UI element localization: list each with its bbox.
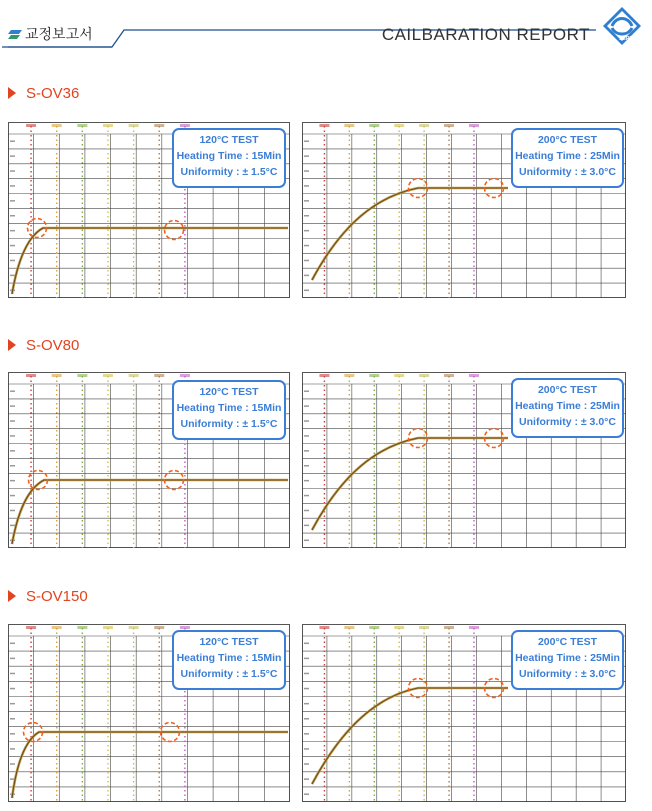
row-tick <box>10 748 15 750</box>
row-tick <box>10 658 15 660</box>
channel-header-mark <box>129 124 139 127</box>
channel-header-mark <box>419 374 429 377</box>
channel-header-mark <box>52 626 62 629</box>
channel-header-mark <box>180 124 190 127</box>
doc-title <box>8 24 93 44</box>
test-name: 120°C TEST <box>199 386 259 398</box>
row-tick <box>304 465 309 467</box>
row-tick <box>10 405 15 407</box>
row-tick <box>10 390 15 392</box>
channel-header-mark <box>129 626 139 629</box>
channel-header-mark <box>129 374 139 377</box>
test-name: 120°C TEST <box>199 134 259 146</box>
heating-time: Heating Time : 15Min <box>176 402 282 414</box>
row-tick <box>304 658 309 660</box>
row-tick <box>10 465 15 467</box>
channel-header-mark <box>444 626 454 629</box>
heating-time: Heating Time : 25Min <box>515 400 620 412</box>
row-tick <box>10 155 15 157</box>
channel-header-mark <box>154 626 164 629</box>
channel-header-mark <box>180 374 190 377</box>
channel-header-mark <box>469 626 479 629</box>
test-condition-callout <box>511 630 624 690</box>
test-name: 200°C TEST <box>537 636 598 648</box>
section-title-s-ov80: S-OV80 <box>8 337 79 354</box>
row-tick <box>10 510 15 512</box>
channel-header-mark <box>319 626 329 629</box>
brand-stripe-icon <box>8 30 22 39</box>
arrow-right-icon <box>8 339 16 351</box>
test-condition-callout <box>172 128 286 188</box>
row-tick <box>304 733 309 735</box>
row-tick <box>304 275 309 277</box>
section-title-s-ov150: S-OV150 <box>8 588 88 605</box>
channel-header-mark <box>394 626 404 629</box>
test-name: 120°C TEST <box>199 636 259 648</box>
row-tick <box>304 155 309 157</box>
channel-header-mark <box>103 626 113 629</box>
row-tick <box>10 200 15 202</box>
row-tick <box>304 643 309 645</box>
channel-header-mark <box>344 374 354 377</box>
channel-header-mark <box>394 124 404 127</box>
row-tick <box>304 703 309 705</box>
uniformity: Uniformity : ± 1.5°C <box>180 166 278 178</box>
row-tick <box>10 260 15 262</box>
row-tick <box>10 140 15 142</box>
test-condition-callout <box>511 128 624 188</box>
channel-header-mark <box>52 374 62 377</box>
channel-header-mark <box>26 374 36 377</box>
row-tick <box>304 763 309 765</box>
arrow-right-icon <box>8 87 16 99</box>
test-name: 200°C TEST <box>537 384 598 396</box>
arrow-right-icon <box>8 590 16 602</box>
row-tick <box>10 495 15 497</box>
uniformity: Uniformity : ± 3.0°C <box>519 668 616 680</box>
row-tick <box>304 140 309 142</box>
section-title-s-ov36: S-OV36 <box>8 85 79 102</box>
row-tick <box>304 718 309 720</box>
heating-time: Heating Time : 15Min <box>176 652 282 664</box>
row-tick <box>304 688 309 690</box>
row-tick <box>304 510 309 512</box>
channel-header-mark <box>319 124 329 127</box>
row-tick <box>304 185 309 187</box>
row-tick <box>304 230 309 232</box>
channel-header-mark <box>77 374 87 377</box>
row-tick <box>304 290 309 292</box>
logo-text: SERIM <box>619 36 635 42</box>
row-tick <box>304 525 309 527</box>
row-tick <box>304 450 309 452</box>
heating-time: Heating Time : 15Min <box>176 150 282 162</box>
row-tick <box>304 420 309 422</box>
row-tick <box>10 170 15 172</box>
channel-header-mark <box>344 626 354 629</box>
channel-header-mark <box>369 626 379 629</box>
test-name: 200°C TEST <box>537 134 598 146</box>
row-tick <box>304 748 309 750</box>
row-tick <box>10 450 15 452</box>
row-tick <box>304 673 309 675</box>
row-tick <box>10 718 15 720</box>
channel-header-mark <box>154 374 164 377</box>
row-tick <box>10 763 15 765</box>
doc-title-text: 교정보고서 <box>25 27 93 43</box>
row-tick <box>10 215 15 217</box>
row-tick <box>10 688 15 690</box>
channel-header-mark <box>344 124 354 127</box>
report-header <box>0 0 652 52</box>
channel-header-mark <box>394 374 404 377</box>
heating-time: Heating Time : 25Min <box>515 652 620 664</box>
row-tick <box>304 778 309 780</box>
report-title: CAILBARATION REPORT <box>381 25 590 44</box>
test-condition-callout <box>511 378 624 438</box>
row-tick <box>304 200 309 202</box>
test-condition-callout <box>172 380 286 440</box>
row-tick <box>304 540 309 542</box>
channel-header-mark <box>369 124 379 127</box>
uniformity: Uniformity : ± 3.0°C <box>519 166 616 178</box>
row-tick <box>304 495 309 497</box>
row-tick <box>10 420 15 422</box>
row-tick <box>10 185 15 187</box>
channel-header-mark <box>419 124 429 127</box>
channel-header-mark <box>444 124 454 127</box>
row-tick <box>10 230 15 232</box>
row-tick <box>10 245 15 247</box>
channel-header-mark <box>26 124 36 127</box>
channel-header-mark <box>77 124 87 127</box>
channel-header-mark <box>180 626 190 629</box>
channel-header-mark <box>26 626 36 629</box>
channel-header-mark <box>469 124 479 127</box>
channel-header-mark <box>77 626 87 629</box>
test-condition-callout <box>172 630 286 690</box>
row-tick <box>304 215 309 217</box>
heating-time: Heating Time : 25Min <box>515 150 620 162</box>
channel-header-mark <box>469 374 479 377</box>
uniformity: Uniformity : ± 1.5°C <box>180 418 278 430</box>
channel-header-mark <box>419 626 429 629</box>
channel-header-mark <box>369 374 379 377</box>
row-tick <box>304 405 309 407</box>
row-tick <box>10 703 15 705</box>
row-tick <box>10 525 15 527</box>
row-tick <box>10 275 15 277</box>
row-tick <box>10 673 15 675</box>
row-tick <box>10 480 15 482</box>
channel-header-mark <box>103 124 113 127</box>
channel-header-mark <box>319 374 329 377</box>
row-tick <box>304 390 309 392</box>
uniformity: Uniformity : ± 3.0°C <box>519 416 616 428</box>
row-tick <box>10 643 15 645</box>
row-tick <box>304 170 309 172</box>
channel-header-mark <box>103 374 113 377</box>
channel-header-mark <box>444 374 454 377</box>
uniformity: Uniformity : ± 1.5°C <box>180 668 278 680</box>
channel-header-mark <box>52 124 62 127</box>
row-tick <box>304 260 309 262</box>
row-tick <box>10 733 15 735</box>
row-tick <box>304 435 309 437</box>
row-tick <box>304 245 309 247</box>
row-tick <box>10 435 15 437</box>
channel-header-mark <box>154 124 164 127</box>
row-tick <box>304 793 309 795</box>
row-tick <box>304 480 309 482</box>
